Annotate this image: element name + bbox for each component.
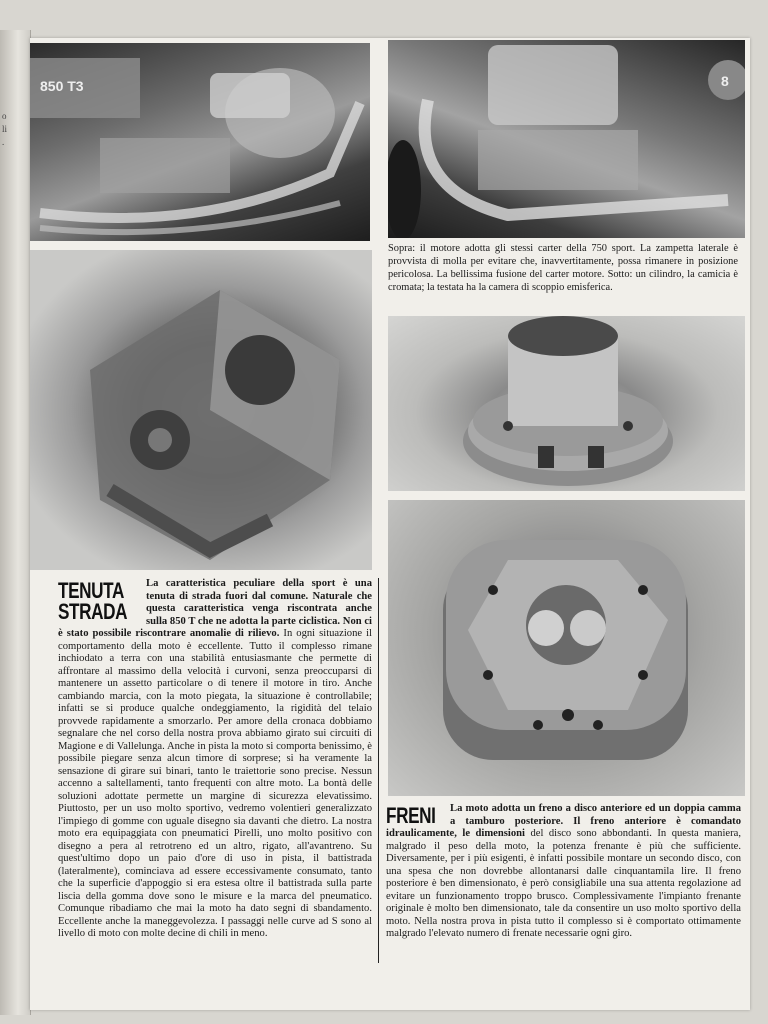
magazine-page <box>30 38 750 1010</box>
photo-engine-left <box>30 43 370 241</box>
freni-text <box>386 803 741 941</box>
section-tenuta-strada <box>58 578 372 941</box>
headline-line-2: STRADA <box>58 599 128 624</box>
photo-engine-right <box>388 40 745 238</box>
tenuta-lead: La caratteristica peculiare della sport è una tenuta di strada fuori dal comune. Naturale che questa caratteristica venga riscontrata anche sulla 850 T che ne adotta la parte ciclistica. Non ci è stato possibile riscontrare anomalie di rilievo. <box>58 578 372 639</box>
freni-lead: La moto adotta un freno a disco anteriore ed un doppia camma a tamburo posteriore. Il freno anteriore è comandato idraulicamente, le dimensioni <box>386 803 741 839</box>
headline-freni: FRENI <box>386 803 436 828</box>
previous-page-edge <box>0 30 31 1015</box>
photo-crankcase <box>30 250 372 570</box>
headline-tenuta-strada <box>58 578 128 628</box>
column-divider <box>378 578 379 963</box>
tank-badge: 850 T3 <box>40 78 84 94</box>
tank-badge-right: 8 <box>721 73 729 89</box>
section-freni <box>386 803 741 941</box>
photo-cylinder <box>388 316 745 491</box>
tenuta-text <box>58 578 372 941</box>
tenuta-body: In ogni situazione il comportamento della moto è eccellente. Tutto il complesso rimane inchiodato a terra con una stabilità entusiasmante che permette di affrontare al massimo della velocità i curvoni, senza preoccuparsi di mantenere un assetto particolare o di tenere il motore in tiro. Anche cambiando marcia, con la moto piegata, la situazione è controllabile; infatti se si produce qualche ondeggiamento, la rigidità del telaio provvede rapidamente a smorzarlo. Per amore della cronaca dobbiamo segnalare che nel corso della nostra prova abbiamo girato sui circuiti di Magione e di Vallelunga. Anche in pista la moto si comporta benissimo, è possibile piegare senza alcun timore di sorprese; si ha veramente la sensazione di girare sui binari, tanto le traiettorie sono precise. Nessun accenno a saltellamenti, tanto frequenti con altre moto. La bontà delle soluzioni adottate permette un margine di sicurezza elevatissimo. Piuttosto, per un uso molto sportivo, vedremo volentieri generalizzato l'impiego di gomme con uguale disegno sia davanti che dietro. La nostra moto era equipaggiata con pneumatici Pirelli, uno molto positivo con disegno a pera al retrotreno ed un altro, rigato, all'avantreno. Su quest'ultimo dopo un paio d'ore di uso in pista, il battistrada (lateralmente), cominciava ad essere eccessivamente consumato, tanto che la superficie d'appoggio si era estesa oltre il battistrada sulla parte liscia della gomma dove sono le misure e la marca del pneumatico. Comunque ribadiamo che mai la moto ha dato segni di sbandamento. Eccellente anche la maneggevolezza. I passaggi nelle curve ad S sono al livello di moto con molte decine di chili in meno. <box>58 628 372 939</box>
photo-caption: Sopra: il motore adotta gli stessi carter della 750 sport. La zampetta laterale è provvista di molla per evitare che, inavvertitamente, possa rimanere in posizione pericolosa. La bellissima fusione del carter motore. Sotto: un cilindro, la camicia è cromata; la testata ha la camera di scoppio emisferica. <box>388 243 738 293</box>
previous-page-fragment: o li . <box>2 111 8 147</box>
photo-cylinder-head <box>388 500 745 796</box>
headline-line-1: TENUTA <box>58 578 124 603</box>
freni-body: del disco sono abbondanti. In questa maniera, malgrado il peso della moto, la potenza frenante è più che sufficiente. Diversamente, per i più esigenti, è infatti possibile montare un secondo disco, con una spesa che non dovrebbe allontanarsi dalle cinquantamila lire. Il freno posteriore è ben dimensionato, è però consigliabile una sua attenta regolazione ad evitare un funzionamento troppo brusco. Complessivamente l'impianto frenante originale è molto ben dimensionato, tale da consentire un uso molto sportivo della moto. Nella nostra prova in pista tutto il complesso si è comportato ottimamente malgrado l'elevato numero di frenate necessarie ogni giro. <box>386 828 741 939</box>
